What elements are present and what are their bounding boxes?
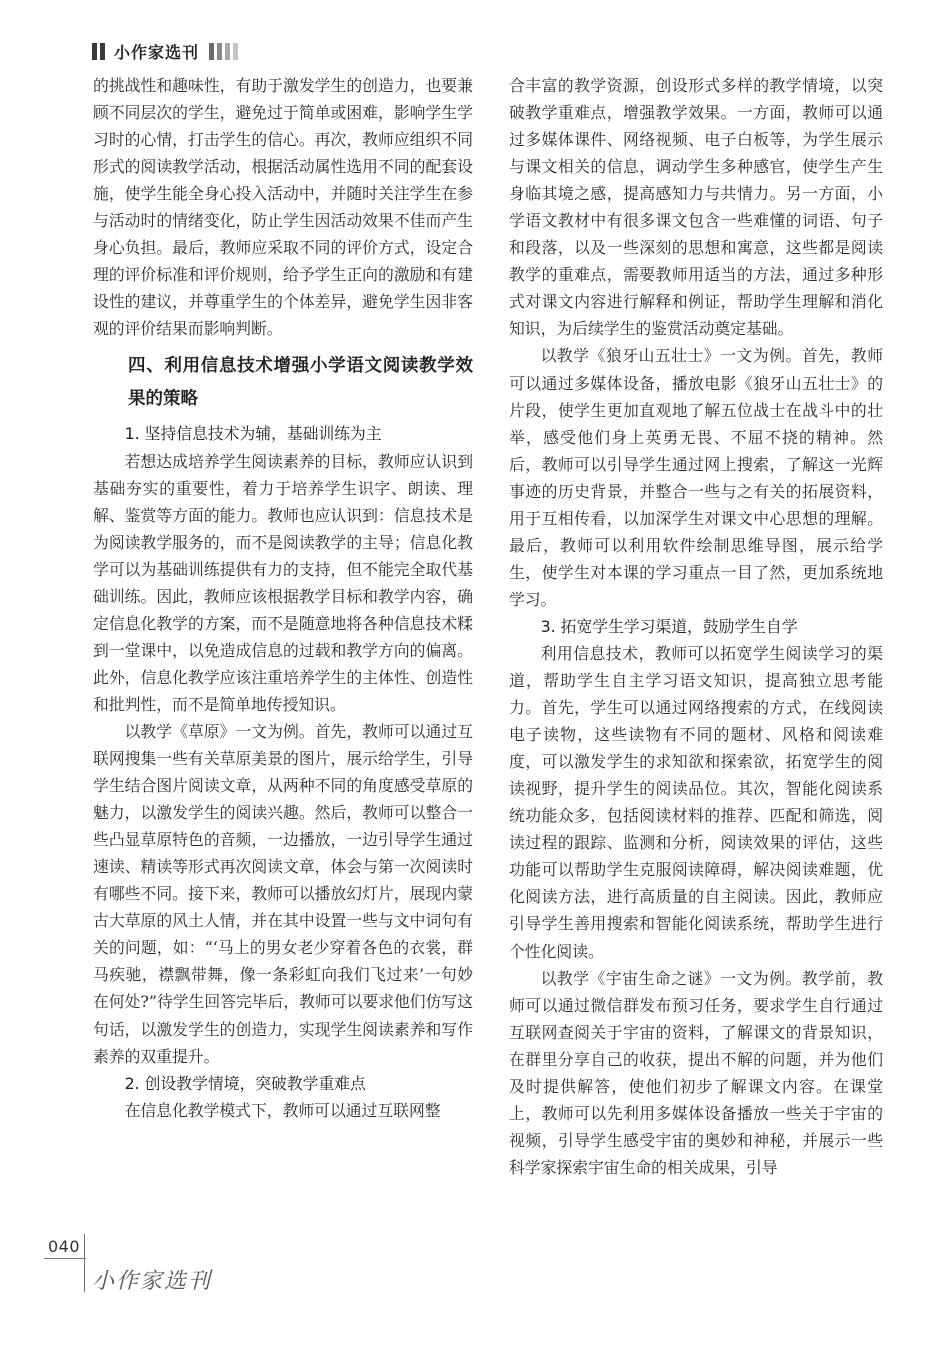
footer-horizontal-rule (44, 1258, 86, 1259)
paragraph-yuzhou-example: 以教学《宇宙生命之谜》一文为例。教学前，教师可以通过微信群发布预习任务，要求学生自行通过互联网查阅关于宇宙的资料，了解课文的背景知识，在群里分享自己的收获，提出不解的问题，并为他们及时提供解答，使他们初步了解课文内容。在课堂上，教师可以先利用多媒体设备播放一些关于宇宙的视频，引导学生感受宇宙的奥妙和神秘，并展示一些科学家探索宇宙生命的相关成果，引导 (509, 968, 883, 1177)
paragraph-situation-start: 在信息化教学模式下，教师可以通过互联网整 (124, 1100, 441, 1120)
header-bar-mark (92, 43, 97, 60)
right-column (509, 72, 883, 1181)
running-header (92, 38, 241, 64)
header-bar-mark (100, 43, 105, 60)
header-bar-mark (225, 43, 230, 60)
journal-title: 小作家选刊 (114, 42, 200, 62)
subsection-heading-1: 1. 坚持信息技术为辅，基础训练为主 (124, 424, 382, 444)
header-bar-mark (217, 43, 222, 60)
paragraph-situation-cont: 合丰富的教学资源，创设形式多样的教学情境，以突破教学重难点，增强教学效果。一方面，教师可以通过多媒体课件、网络视频、电子白板等，为学生展示与课文相关的信息，调动学生多种感官，使学生产生身临其境之感，提高感知力与共情力。另一方面，小学语文教材中有很多课文包含一些难懂的词语、句子和段落，以及一些深刻的思想和寓意，这些都是阅读教学的重难点，需要教师用适当的方法，通过多种形式对课文内容进行解释和例证，帮助学生理解和消化知识，为后续学生的鉴赏活动奠定基础。 (509, 76, 883, 339)
footer-vertical-rule (84, 1234, 85, 1292)
header-bar-mark (233, 43, 238, 60)
paragraph-intro: 的挑战性和趣味性，有助于激发学生的创造力，也要兼顾不同层次的学生，避免过于简单或困难，影响学生学习时的心情，打击学生的信心。再次，教师应组织不同形式的阅读教学活动，根据活动属性选用不同的配套设施，使学生能全身心投入活动中，并随时关注学生在参与活动时的情绪变化，防止学生因活动效果不佳而产生身心负担。最后，教师应采取不同的评价方式，设定合理的评价标准和评价规则，给予学生正向的激励和有建设性的建议，并尊重学生的个体差异，避免学生因非客观的评价结果而影响判断。 (93, 76, 473, 339)
subsection-heading-3: 3. 拓宽学生学习渠道，鼓励学生自学 (540, 616, 798, 636)
footer-logo: 小作家选刊 (92, 1269, 213, 1294)
paragraph-foundation: 若想达成培养学生阅读素养的目标，教师应认识到基础夯实的重要性，着力于培养学生识字、朗读、理解、鉴赏等方面的能力。教师也应认识到：信息技术是为阅读教学服务的，而不是阅读教学的主导；信息化教学可以为基础训练提供有力的支持，但不能完全取代基础训练。因此，教师应该根据教学目标和教学内容，确定信息化教学的方案，而不是随意地将各种信息技术糅到一堂课中，以免造成信息的过载和教学方向的偏离。此外，信息化教学应该注重培养学生的主体性、创造性和批判性，而不是简单地传授知识。 (93, 451, 473, 714)
paragraph-langya-example: 以教学《狼牙山五壮士》一文为例。首先，教师可以通过多媒体设备，播放电影《狼牙山五壮士》的片段，使学生更加直观地了解五位战士在战斗中的壮举，感受他们身上英勇无畏、不屈不挠的精神。然后，教师可以引导学生通过网上搜索，了解这一光辉事迹的历史背景，并整合一些与之有关的拓展资料，用于互相传看，以加深学生对课文中心思想的理解。最后，教师可以利用软件绘制思维导图，展示给学生，使学生对本课的学习重点一目了然，更加系统地学习。 (509, 346, 883, 609)
subsection-heading-2: 2. 创设教学情境，突破教学重难点 (124, 1073, 366, 1093)
left-column (93, 72, 473, 1124)
paragraph-self-study: 利用信息技术，教师可以拓宽学生阅读学习的渠道，帮助学生自主学习语文知识，提高独立思考能力。首先，学生可以通过网络搜索的方式，在线阅读电子读物，这些读物有不同的题材、风格和阅读难度，可以激发学生的求知欲和探索欲，拓宽学生的阅读视野，提升学生的阅读品位。其次，智能化阅读系统功能众多，包括阅读材料的推荐、匹配和筛选，阅读过程的跟踪、监测和分析，阅读效果的评估，这些功能可以帮助学生克服阅读障碍，解决阅读难题，优化阅读方法，进行高质量的自主阅读。因此，教师应引导学生善用搜索和智能化阅读系统，帮助学生进行个性化阅读。 (509, 643, 883, 961)
section-heading: 四、利用信息技术增强小学语文阅读教学效果的策略 (128, 356, 473, 410)
paragraph-caoyuan-example: 以教学《草原》一文为例。首先，教师可以通过互联网搜集一些有关草原美景的图片，展示给学生，引导学生结合图片阅读文章，从两种不同的角度感受草原的魅力，以激发学生的阅读兴趣。然后，教师可以整合一些凸显草原特色的音频，一边播放，一边引导学生通过速读、精读等形式再次阅读文章，体会与第一次阅读时有哪些不同。接下来，教师可以播放幻灯片，展现内蒙古大草原的风土人情，并在其中设置一些与文中词句有关的问题，如：“‘马上的男女老少穿着各色的衣裳，群马疾驰，襟飘带舞，像一条彩虹向我们飞过来’一句妙在何处?”待学生回答完毕后，教师可以要求他们仿写这句话，以激发学生的创造力，实现学生阅读素养和写作素养的双重提升。 (93, 721, 473, 1066)
page-number: 040 (48, 1237, 81, 1256)
header-bar-mark (209, 43, 214, 60)
